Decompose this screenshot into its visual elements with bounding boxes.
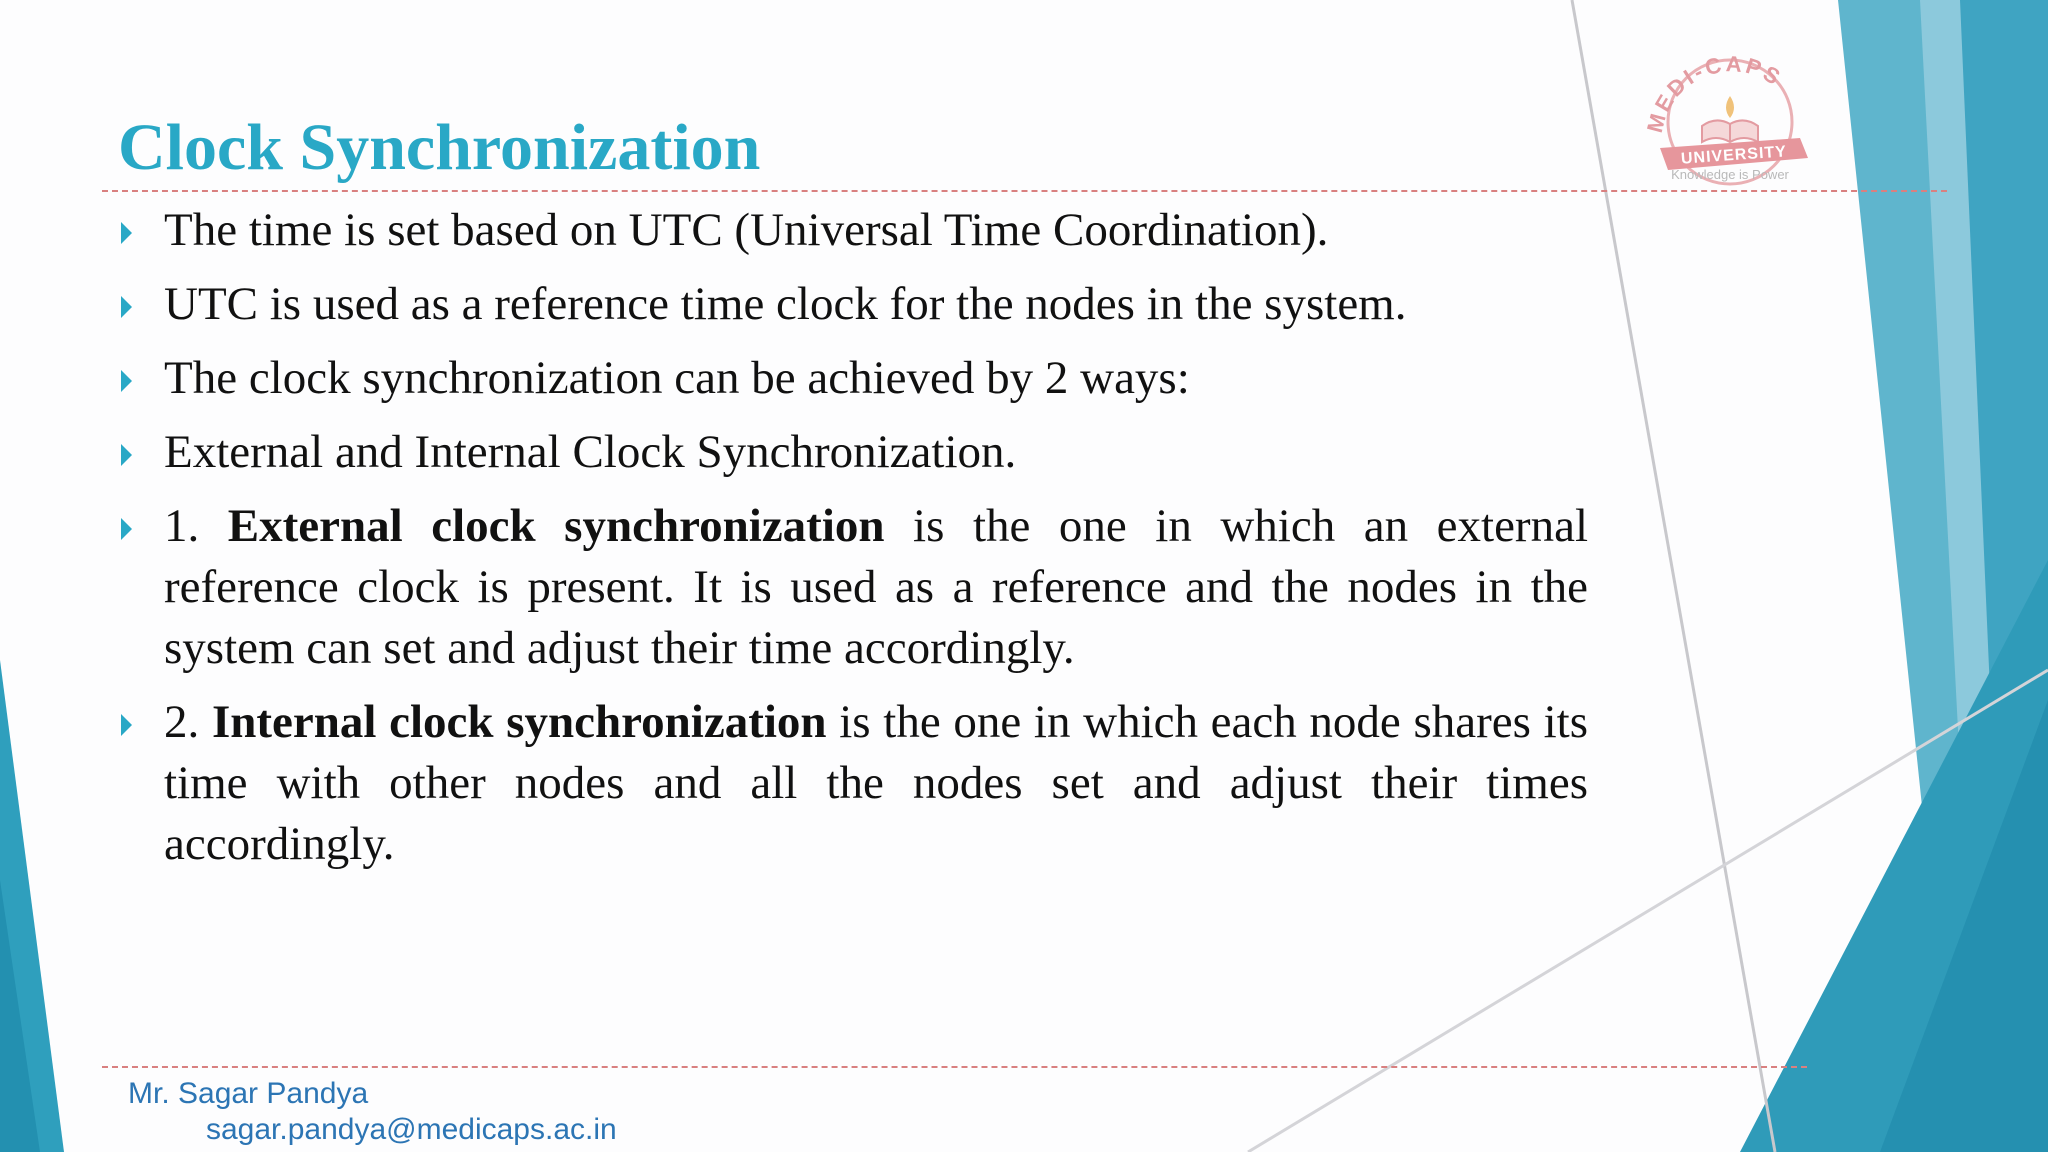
bullet-prefix: 1. <box>164 500 228 552</box>
bullet-text: is the one in which an external reference clock is present. It is used as a reference and the nodes in the system can set and adjust their time accordingly. <box>164 500 1588 674</box>
bullet-text: UTC is used as a reference time clock for the nodes in the system. <box>164 278 1407 330</box>
logo-ribbon-text: UNIVERSITY <box>1680 143 1788 168</box>
bullet-arrow-icon <box>121 370 132 392</box>
logo-arc-text: MEDI-CAPS <box>1641 51 1788 136</box>
bullet-text: is the one in which each node shares its time with other nodes and all the nodes set and adjust their times accordingly. <box>164 696 1588 870</box>
bullet-arrow-icon <box>121 444 132 466</box>
bullet-bold-term: Internal clock synchronization <box>211 696 827 748</box>
logo-tagline: Knowledge is Power <box>1671 167 1789 182</box>
footer-author: Mr. Sagar Pandya <box>128 1077 369 1110</box>
bullet-bold-term: External clock synchronization <box>227 500 885 552</box>
bullet-item <box>118 348 1588 409</box>
slide-title: Clock Synchronization <box>118 111 761 184</box>
bullet-item <box>118 200 1588 261</box>
bullet-item <box>118 422 1588 483</box>
bullet-list <box>118 200 1588 888</box>
logo-flame-icon <box>1726 96 1734 118</box>
bullet-arrow-icon <box>121 296 132 318</box>
footer-divider <box>102 1066 1807 1068</box>
bullet-arrow-icon <box>121 518 132 540</box>
bullet-text: External and Internal Clock Synchronization. <box>164 426 1017 478</box>
bullet-item <box>118 274 1588 335</box>
title-divider <box>102 190 1947 192</box>
bullet-arrow-icon <box>121 222 132 244</box>
bullet-text: The time is set based on UTC (Universal Time Coordination). <box>164 204 1329 256</box>
bullet-item-external-sync <box>118 496 1588 679</box>
bullet-item-internal-sync <box>118 692 1588 875</box>
university-logo <box>1620 30 1840 190</box>
bullet-text: The clock synchronization can be achieved by 2 ways: <box>164 352 1190 404</box>
footer-email: sagar.pandya@medicaps.ac.in <box>206 1113 617 1146</box>
bullet-prefix: 2. <box>164 696 212 748</box>
bullet-arrow-icon <box>121 714 132 736</box>
